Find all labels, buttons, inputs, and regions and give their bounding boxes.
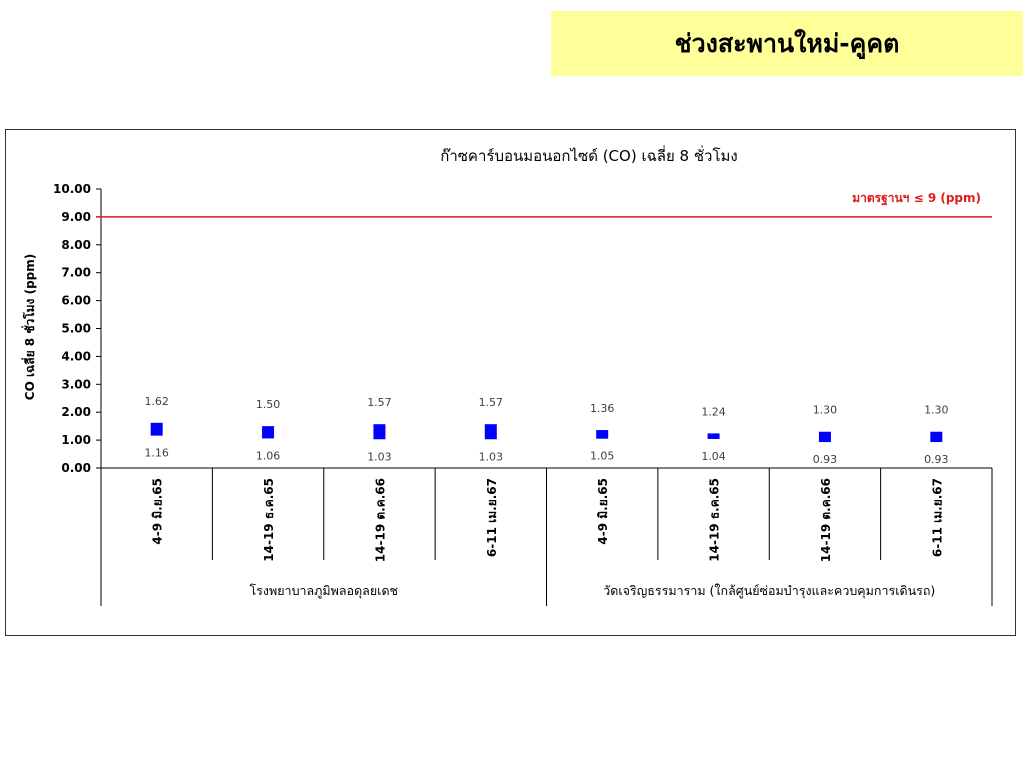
y-tick-label: 0.00 [61, 461, 91, 475]
category-label: 4-9 มิ.ย.65 [150, 478, 165, 545]
min-label: 1.06 [255, 449, 281, 463]
chart-frame [5, 129, 1016, 636]
category-label: 6-11 เม.ย.67 [484, 478, 499, 558]
range-marker [151, 423, 163, 436]
range-marker [262, 426, 274, 438]
range-marker [708, 433, 720, 439]
axes [101, 189, 992, 606]
range-marker [485, 424, 497, 439]
category-label: 14-19 ธ.ค.65 [707, 478, 722, 562]
y-tick-label: 10.00 [53, 182, 91, 196]
max-label: 1.24 [701, 405, 726, 419]
max-label: 1.30 [812, 403, 838, 417]
max-label: 1.57 [478, 396, 504, 410]
max-label: 1.36 [589, 402, 615, 416]
y-tick-label: 8.00 [61, 237, 91, 252]
range-marker [596, 430, 608, 439]
standard-line-group [96, 191, 992, 217]
y-axis-title: CO เฉลี่ย 8 ชั่วโมง (ppm) [23, 253, 37, 401]
group-label: โรงพยาบาลภูมิพลอดุลยเดช [249, 583, 399, 598]
slide-title: ช่วงสะพานใหม่-คูคต [551, 11, 1023, 76]
y-tick-label: 1.00 [61, 433, 91, 448]
y-tick-label: 4.00 [61, 349, 91, 364]
min-label: 1.05 [589, 449, 615, 463]
y-tick-label: 3.00 [61, 377, 91, 392]
y-tick-label: 6.00 [61, 293, 91, 308]
y-tick-label: 2.00 [61, 405, 91, 420]
category-label: 6-11 เม.ย.67 [930, 478, 945, 558]
min-label: 1.03 [367, 450, 392, 464]
range-marker [930, 432, 942, 442]
max-label: 1.50 [255, 398, 281, 412]
min-label: 1.04 [701, 449, 726, 463]
max-label: 1.30 [924, 403, 949, 417]
category-labels [151, 478, 945, 562]
y-tick-label: 7.00 [61, 265, 91, 280]
data-marks [144, 395, 948, 466]
category-label: 14-19 ธ.ค.65 [262, 478, 277, 562]
y-tick-label: 9.00 [61, 209, 91, 224]
group-labels [249, 583, 935, 599]
category-label: 14-19 ต.ค.66 [373, 478, 388, 563]
range-marker [373, 424, 385, 439]
standard-label: มาตรฐานฯ ≤ 9 (ppm) [852, 191, 981, 205]
min-label: 1.03 [478, 450, 504, 464]
min-label: 1.16 [144, 446, 169, 460]
category-label: 4-9 มิ.ย.65 [596, 478, 611, 545]
co-chart [6, 130, 1014, 634]
y-tick-label: 5.00 [61, 321, 91, 336]
max-label: 1.57 [367, 396, 392, 410]
category-label: 14-19 ต.ค.66 [818, 478, 833, 563]
max-label: 1.62 [144, 394, 169, 408]
min-label: 0.93 [812, 453, 838, 467]
y-axis [53, 182, 101, 475]
range-marker [819, 432, 831, 442]
chart-title: ก๊าซคาร์บอนมอนอกไซด์ (CO) เฉลี่ย 8 ชั่วโมง [440, 147, 738, 165]
group-label: วัดเจริญธรรมาราม (ใกล้ศูนย์ซ่อมบำรุงและควบคุมการเดินรถ) [603, 583, 936, 598]
min-label: 0.93 [924, 453, 949, 467]
